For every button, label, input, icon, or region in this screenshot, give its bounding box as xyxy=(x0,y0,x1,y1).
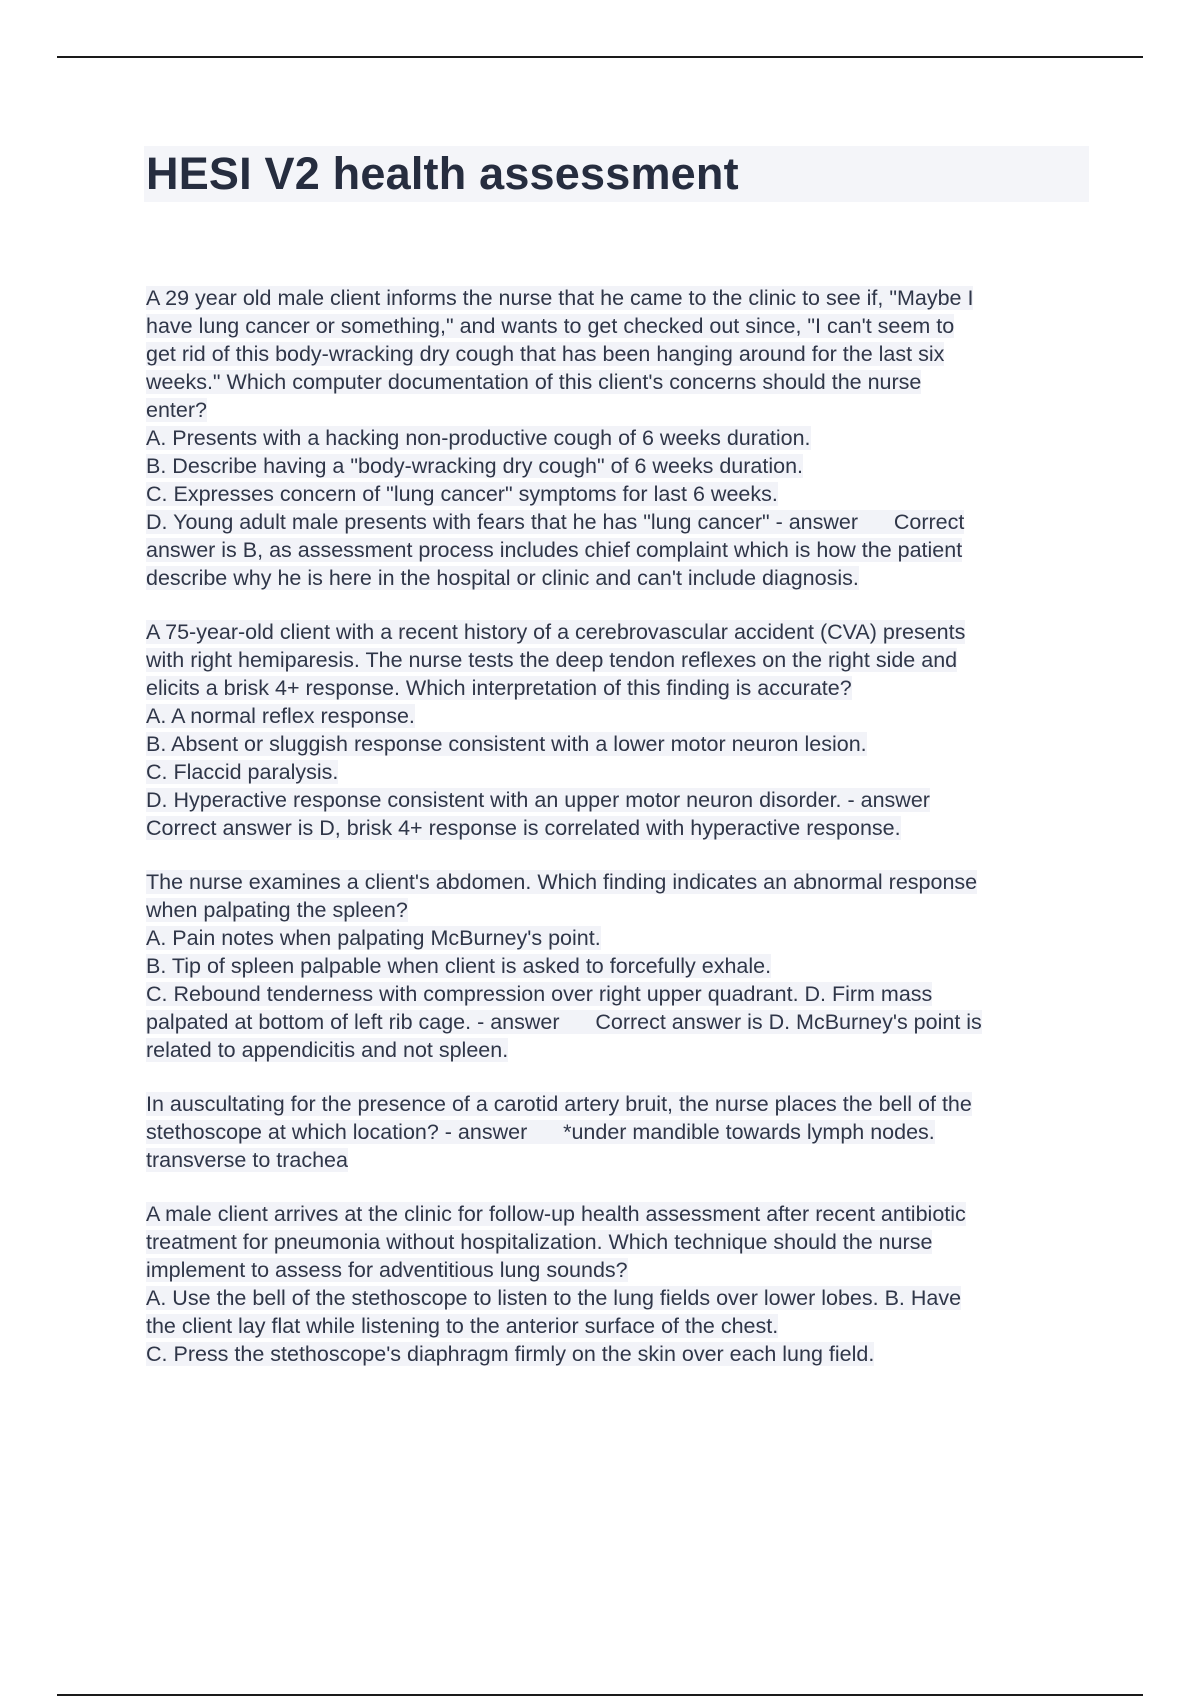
answer-explanation: Correct answer is D, brisk 4+ response is correlated with hyperactive response. xyxy=(146,816,901,840)
answer-option: A. A normal reflex response. xyxy=(146,704,415,728)
answer-option: B. Tip of spleen palpable when client is asked to forcefully exhale. xyxy=(146,954,772,978)
text-line: have lung cancer or something," and wants to get checked out since, "I can't seem to xyxy=(146,314,955,338)
answer-option: D. Young adult male presents with fears that he has "lung cancer" - answer Correct xyxy=(146,510,965,534)
text-line: A 29 year old male client informs the nurse that he came to the clinic to see if, "Maybe I xyxy=(146,286,974,310)
text-line: with right hemiparesis. The nurse tests the deep tendon reflexes on the right side and xyxy=(146,648,958,672)
question-block-3 xyxy=(146,868,1096,1064)
text-line: treatment for pneumonia without hospitalization. Which technique should the nurse xyxy=(146,1230,933,1254)
answer-option: A. Use the bell of the stethoscope to listen to the lung fields over lower lobes. B. Have xyxy=(146,1286,962,1310)
question-block-1 xyxy=(146,284,1096,592)
text-line: The nurse examines a client's abdomen. Which finding indicates an abnormal response xyxy=(146,870,978,894)
text-line: A 75-year-old client with a recent history of a cerebrovascular accident (CVA) presents xyxy=(146,620,966,644)
document-body xyxy=(146,284,1096,1394)
answer-option: C. Flaccid paralysis. xyxy=(146,760,339,784)
question-block-2 xyxy=(146,618,1096,842)
text-line: enter? xyxy=(146,398,207,422)
text-line: stethoscope at which location? - answer *under mandible towards lymph nodes. xyxy=(146,1120,935,1144)
answer-option: B. Absent or sluggish response consistent with a lower motor neuron lesion. xyxy=(146,732,867,756)
answer-option: A. Pain notes when palpating McBurney's point. xyxy=(146,926,601,950)
answer-option: A. Presents with a hacking non-productive cough of 6 weeks duration. xyxy=(146,426,811,450)
text-line: In auscultating for the presence of a carotid artery bruit, the nurse places the bell of the xyxy=(146,1092,972,1116)
question-block-4 xyxy=(146,1090,1096,1174)
answer-option: D. Hyperactive response consistent with an upper motor neuron disorder. - answer xyxy=(146,788,930,812)
answer-explanation: describe why he is here in the hospital or clinic and can't include diagnosis. xyxy=(146,566,859,590)
text-line: A male client arrives at the clinic for follow-up health assessment after recent antibiotic xyxy=(146,1202,966,1226)
answer-explanation: answer is B, as assessment process includes chief complaint which is how the patient xyxy=(146,538,963,562)
text-line: when palpating the spleen? xyxy=(146,898,408,922)
answer-option: C. Rebound tenderness with compression over right upper quadrant. D. Firm mass xyxy=(146,982,933,1006)
answer-option: palpated at bottom of left rib cage. - answer Correct answer is D. McBurney's point is xyxy=(146,1010,982,1034)
answer-explanation: transverse to trachea xyxy=(146,1148,348,1172)
answer-option: the client lay flat while listening to the anterior surface of the chest. xyxy=(146,1314,779,1338)
page-title: HESI V2 health assessment xyxy=(146,148,739,199)
answer-option: C. Press the stethoscope's diaphragm firmly on the skin over each lung field. xyxy=(146,1342,875,1366)
text-line: elicits a brisk 4+ response. Which interpretation of this finding is accurate? xyxy=(146,676,852,700)
footer-rule xyxy=(57,1694,1143,1696)
text-line: weeks." Which computer documentation of this client's concerns should the nurse xyxy=(146,370,922,394)
answer-option: C. Expresses concern of "lung cancer" symptoms for last 6 weeks. xyxy=(146,482,778,506)
answer-option: B. Describe having a "body-wracking dry cough" of 6 weeks duration. xyxy=(146,454,804,478)
answer-explanation: related to appendicitis and not spleen. xyxy=(146,1038,509,1062)
text-line: implement to assess for adventitious lung sounds? xyxy=(146,1258,628,1282)
question-block-5 xyxy=(146,1200,1096,1368)
text-line: get rid of this body-wracking dry cough that has been hanging around for the last six xyxy=(146,342,945,366)
header-rule xyxy=(57,56,1143,58)
